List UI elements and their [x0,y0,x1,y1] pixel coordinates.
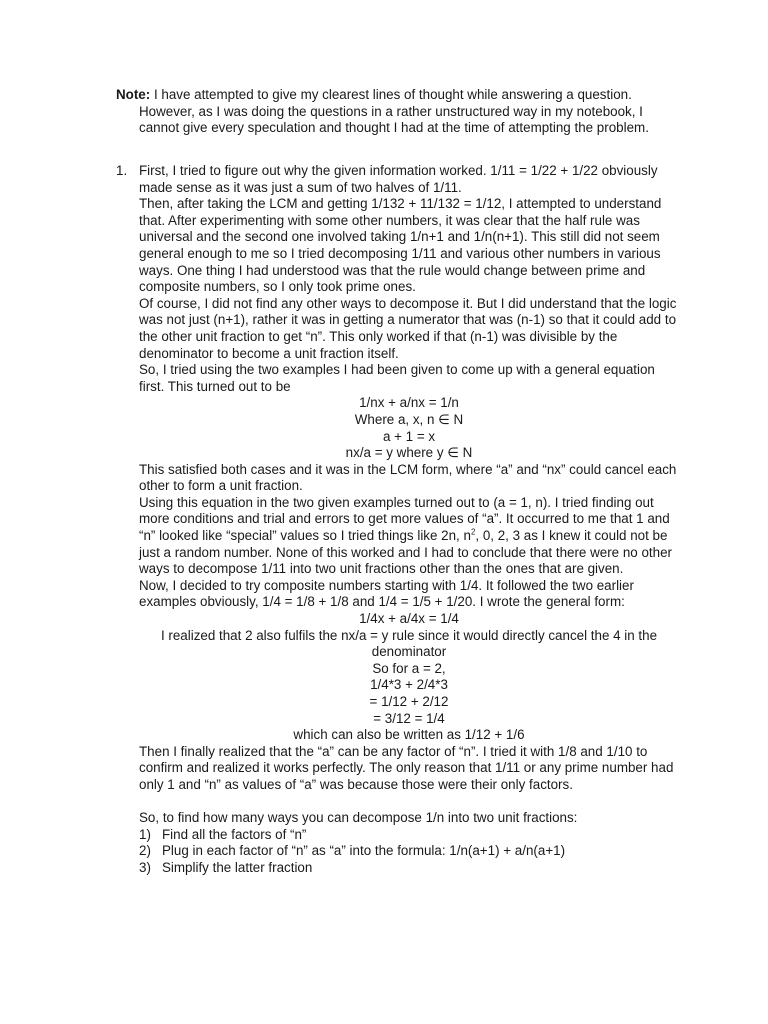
equation-1: 1/nx + a/nx = 1/n [359,395,459,411]
equation-7: So for a = 2, [372,660,446,676]
equation-6: I realized that 2 also fulfils the nx/a = y rule since it would directly cancel the 4 in the denominator [160,627,658,660]
equation-2: Where a, x, n ∈ N [354,411,464,427]
list-item-number: 1. [116,163,128,178]
paragraph-6 [139,495,679,578]
equation-5: 1/4x + a/4x = 1/4 [359,611,459,627]
paragraph-7: Now, I decided to try composite numbers starting with 1/4. It followed the two earlier examples obviously, 1/4 = 1/8 + 1/8 and 1/4 = 1/5 + 1/20. I wrote the general form: [139,577,634,610]
equation-11: which can also be written as 1/12 + 1/6 [293,727,525,743]
equation-10: = 3/12 = 1/4 [373,710,445,726]
paragraph-6-end: , 0, 2, 3 as I knew it could not be just a random number. None of this worked and I had to conclude that there were no other ways to decompose 1/11 into two unit fractions other than the ones that are given. [139,528,672,577]
paragraph-9: So, to find how many ways you can decompose 1/n into two unit fractions: [139,810,578,826]
superscript-2: 2 [470,527,476,537]
step-item [139,860,679,877]
paragraph-6-start: Using this equation in the two given examples turned out to (a = 1, n). I tried finding out more conditions and trial and errors to get more values of “a”. It occurred to me that 1 and “n” looked like “special” values so I tried things like 2n, n [139,494,670,544]
equation-3: a + 1 = x [382,428,436,444]
step-item [139,843,679,860]
blank-line [139,794,679,811]
paragraph-2: Then, after taking the LCM and getting 1/132 + 11/132 = 1/12, I attempted to understand that. After experimenting with some other numbers, it was clear that the half rule was universal and the second one involved taking 1/n+1 and 1/n(n+1). This still did not seem general enough to me so I tried decomposing 1/11 and various other numbers in various ways. One thing I had understood was that the rule would change between prime and composite numbers, so I only took prime ones. [139,196,662,295]
paragraph-3: Of course, I did not find any other ways to decompose it. But I did understand that the logic was not just (n+1), rather it was in getting a numerator that was (n-1) so that it could add to the other unit fraction to get “n”. This only worked if that (n-1) was divisible by the denominator to become a unit fraction itself. [139,295,677,361]
note-line1: I have attempted to give my clearest lines of thought while answering a question. [150,87,632,102]
note-text: However, as I was doing the questions in a rather unstructured way in my notebook, I cannot give every speculation and thought I had at the time of attempting the problem. [139,103,649,136]
paragraph-4: So, I tried using the two examples I had been given to come up with a general equation first. This turned out to be [139,362,655,394]
note-label: Note: [116,87,151,102]
paragraph-5: This satisfied both cases and it was in the LCM form, where “a” and “nx” could cancel each other to form a unit fraction. [139,461,677,494]
equation-8: 1/4*3 + 2/4*3 [370,677,448,693]
step-number: 3) [139,859,151,875]
note-block [116,87,678,137]
answer-content [139,163,679,877]
equation-4: nx/a = y where y ∈ N [345,445,473,461]
step-text: Simplify the latter fraction [162,859,313,875]
equation-9: = 1/12 + 2/12 [369,694,449,709]
step-item [139,827,679,844]
step-text: Find all the factors of “n” [162,826,307,842]
steps-list [139,827,679,877]
step-number: 2) [139,843,151,859]
paragraph-1: First, I tried to figure out why the given information worked. 1/11 = 1/22 + 1/22 obviously made sense as it was just a sum of two halves of 1/11. [139,163,658,195]
paragraph-8: Then I finally realized that the “a” can be any factor of “n”. I tried it with 1/8 and 1/10 to confirm and realized it works perfectly. The only reason that 1/11 or any prime number had only 1 and “n” as values of “a” was because those were their only factors. [139,743,674,792]
step-number: 1) [139,826,151,842]
step-text: Plug in each factor of “n” as “a” into the formula: 1/n(a+1) + a/n(a+1) [162,843,566,859]
